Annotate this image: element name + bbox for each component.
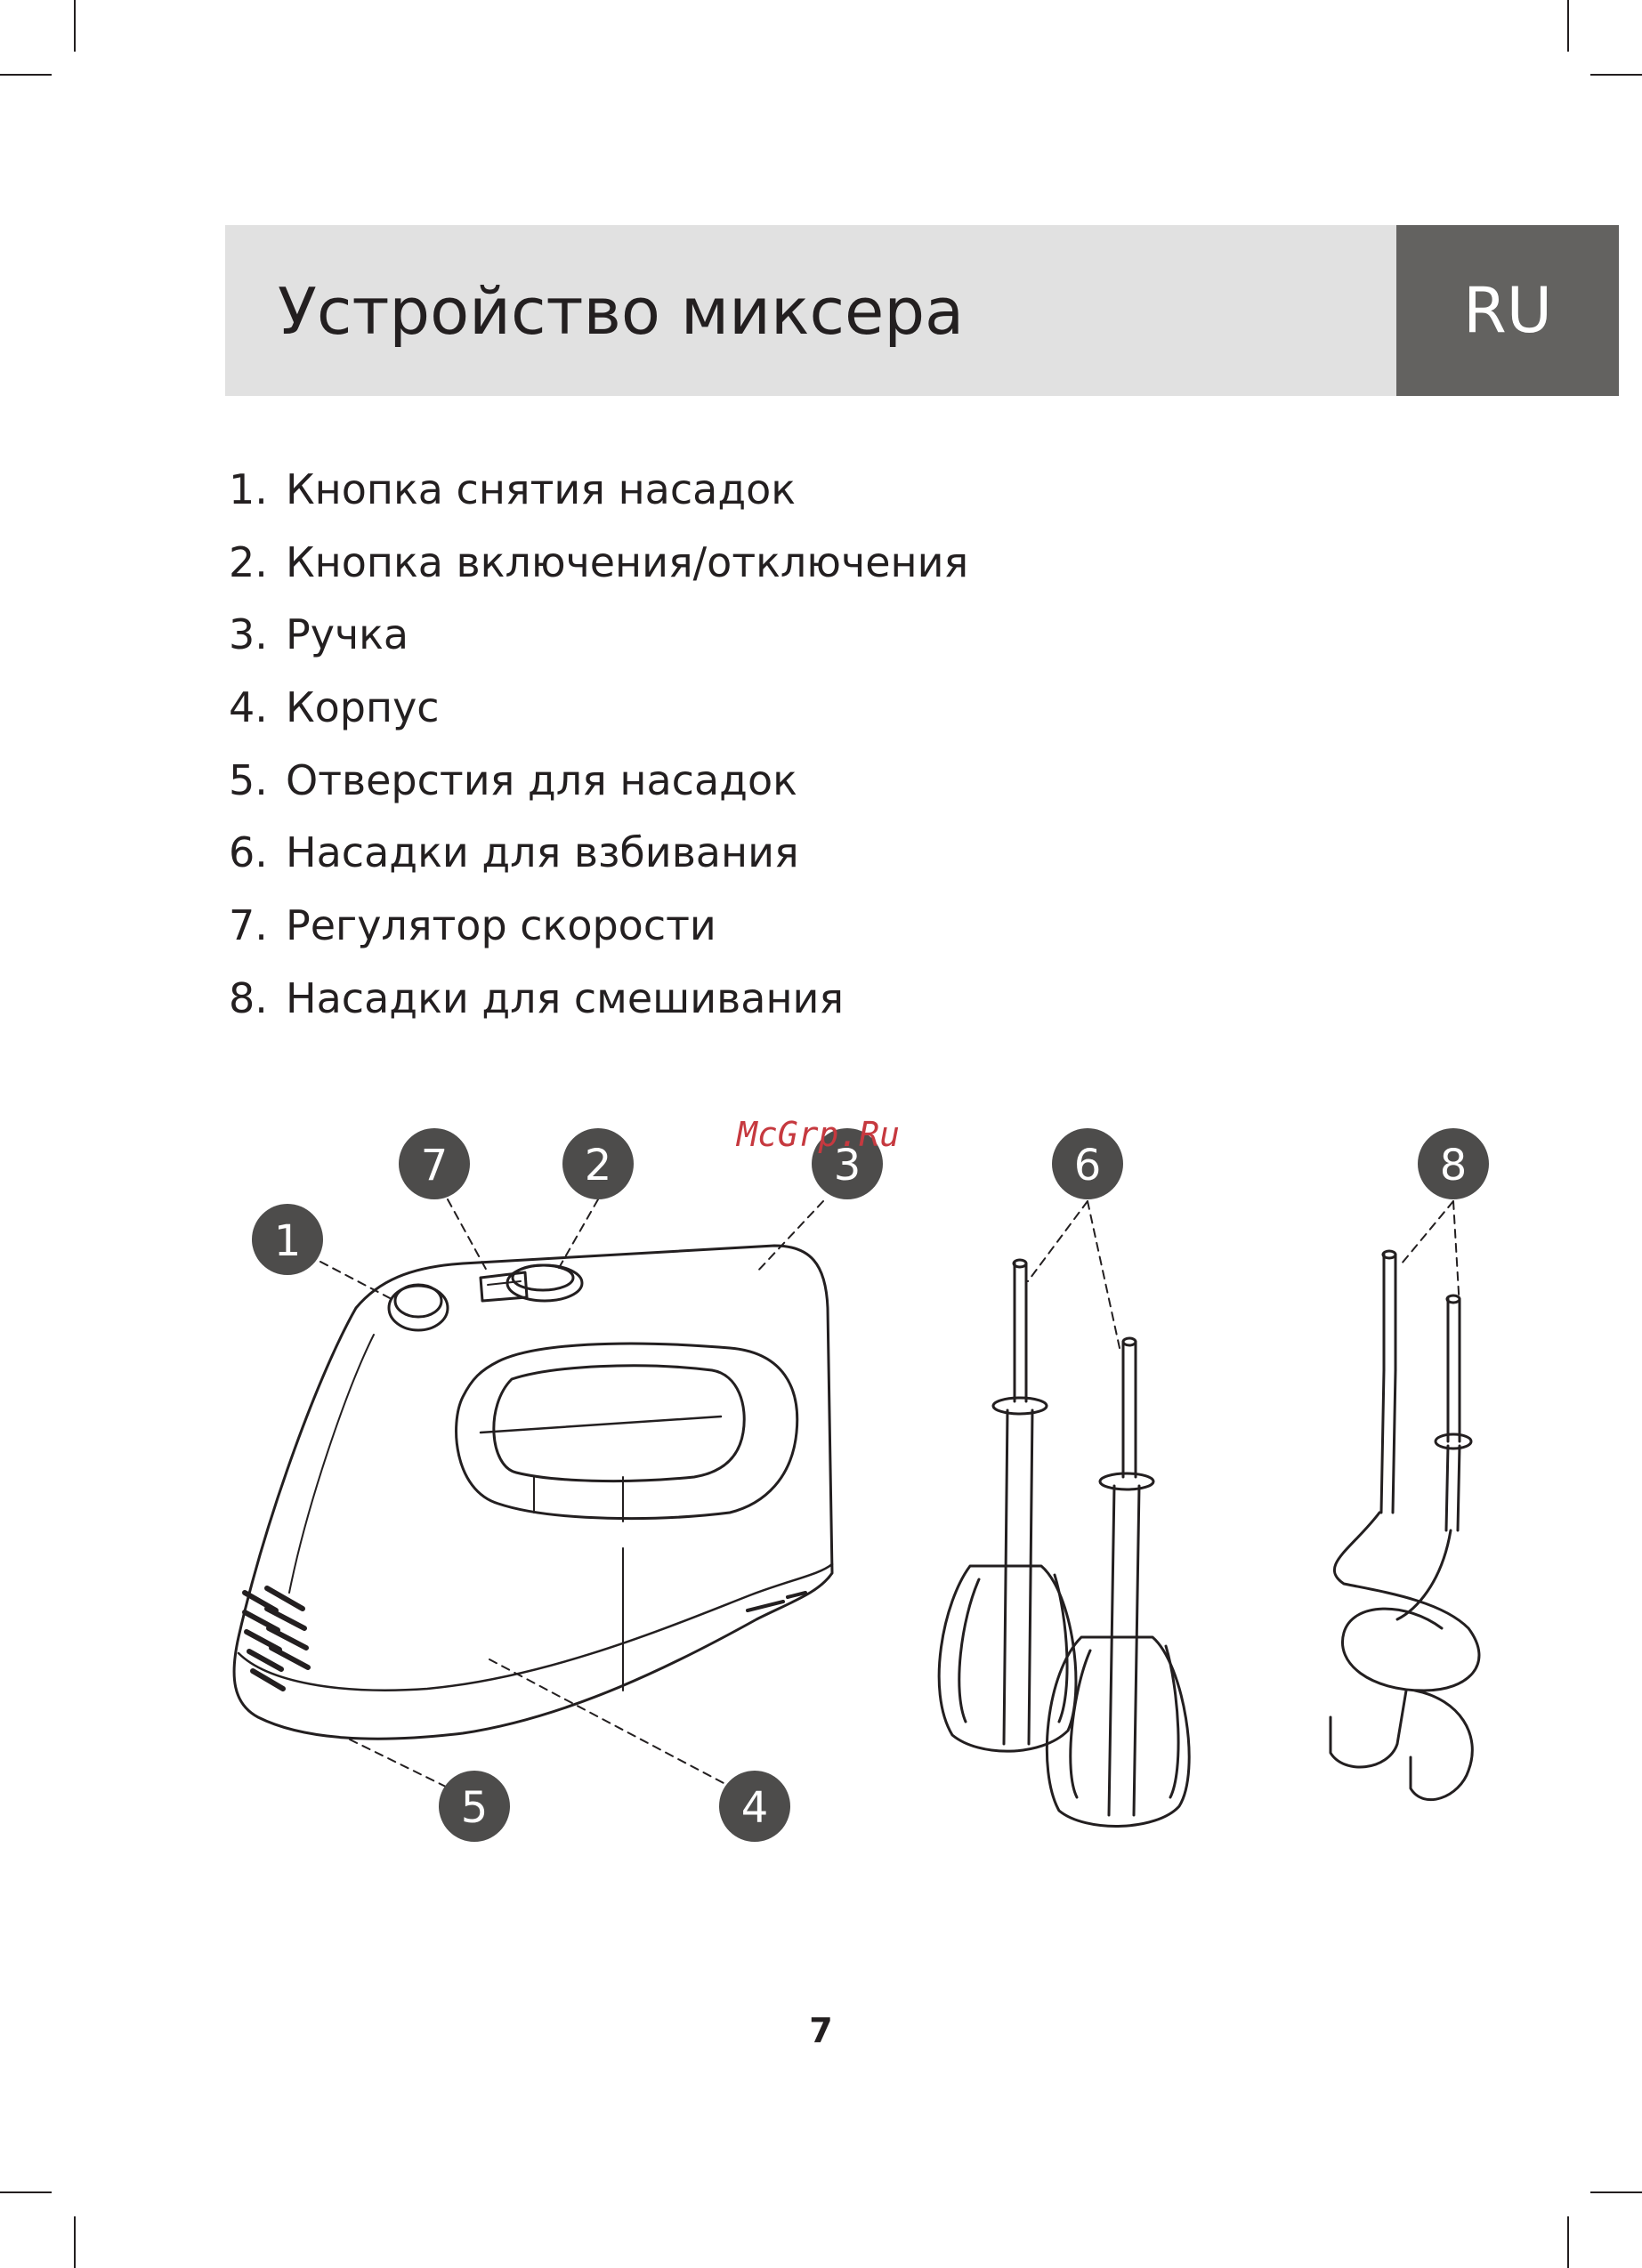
section-title: Устройство миксера [278, 274, 965, 349]
callout-label: 2 [584, 1141, 612, 1190]
callout-badge-2 [562, 1128, 634, 1199]
callout-badge-4 [719, 1771, 790, 1842]
leader-lines [320, 1199, 1460, 1788]
callout-badge-6 [1052, 1128, 1123, 1199]
callout-label: 1 [273, 1216, 302, 1266]
callout-badge-5 [439, 1771, 510, 1842]
callout-label: 4 [740, 1783, 769, 1833]
item-label: Кнопка включения/отключения [286, 537, 969, 586]
power-button [507, 1265, 582, 1301]
item-label: Кнопка снятия насадок [286, 465, 797, 513]
item-label: Насадки для смешивания [286, 973, 845, 1022]
callout-label: 5 [460, 1783, 489, 1833]
item-number: 6. [229, 828, 268, 877]
item-number: 8. [229, 973, 268, 1022]
dough-hook-right [1397, 1295, 1472, 1800]
eject-button [389, 1285, 448, 1330]
mixer-handle [457, 1344, 797, 1521]
callout-label: 7 [420, 1141, 449, 1190]
item-number: 1. [229, 465, 268, 513]
dough-hook-left [1331, 1251, 1479, 1767]
item-number: 5. [229, 755, 268, 804]
language-badge: RU [1396, 225, 1619, 396]
page-number: 7 [809, 2011, 833, 2050]
item-label: Регулятор скорости [286, 901, 716, 950]
item-number: 3. [229, 610, 268, 659]
watermark: McGrp.Ru [737, 1115, 901, 1154]
callout-label: 8 [1439, 1141, 1468, 1190]
item-number: 7. [229, 901, 268, 950]
callout-badge-8 [1418, 1128, 1489, 1199]
beater-right [1047, 1338, 1189, 1826]
callout-badge-7 [399, 1128, 470, 1199]
item-label: Отверстия для насадок [286, 755, 797, 804]
item-label: Ручка [286, 610, 409, 659]
callout-badge-1 [252, 1204, 323, 1275]
beater-left [939, 1260, 1076, 1751]
item-label: Насадки для взбивания [286, 828, 799, 877]
callout-label: 6 [1073, 1141, 1102, 1190]
item-number: 2. [229, 537, 268, 586]
item-label: Корпус [286, 683, 440, 732]
item-number: 4. [229, 683, 268, 732]
callout-label: 3 [833, 1141, 861, 1190]
